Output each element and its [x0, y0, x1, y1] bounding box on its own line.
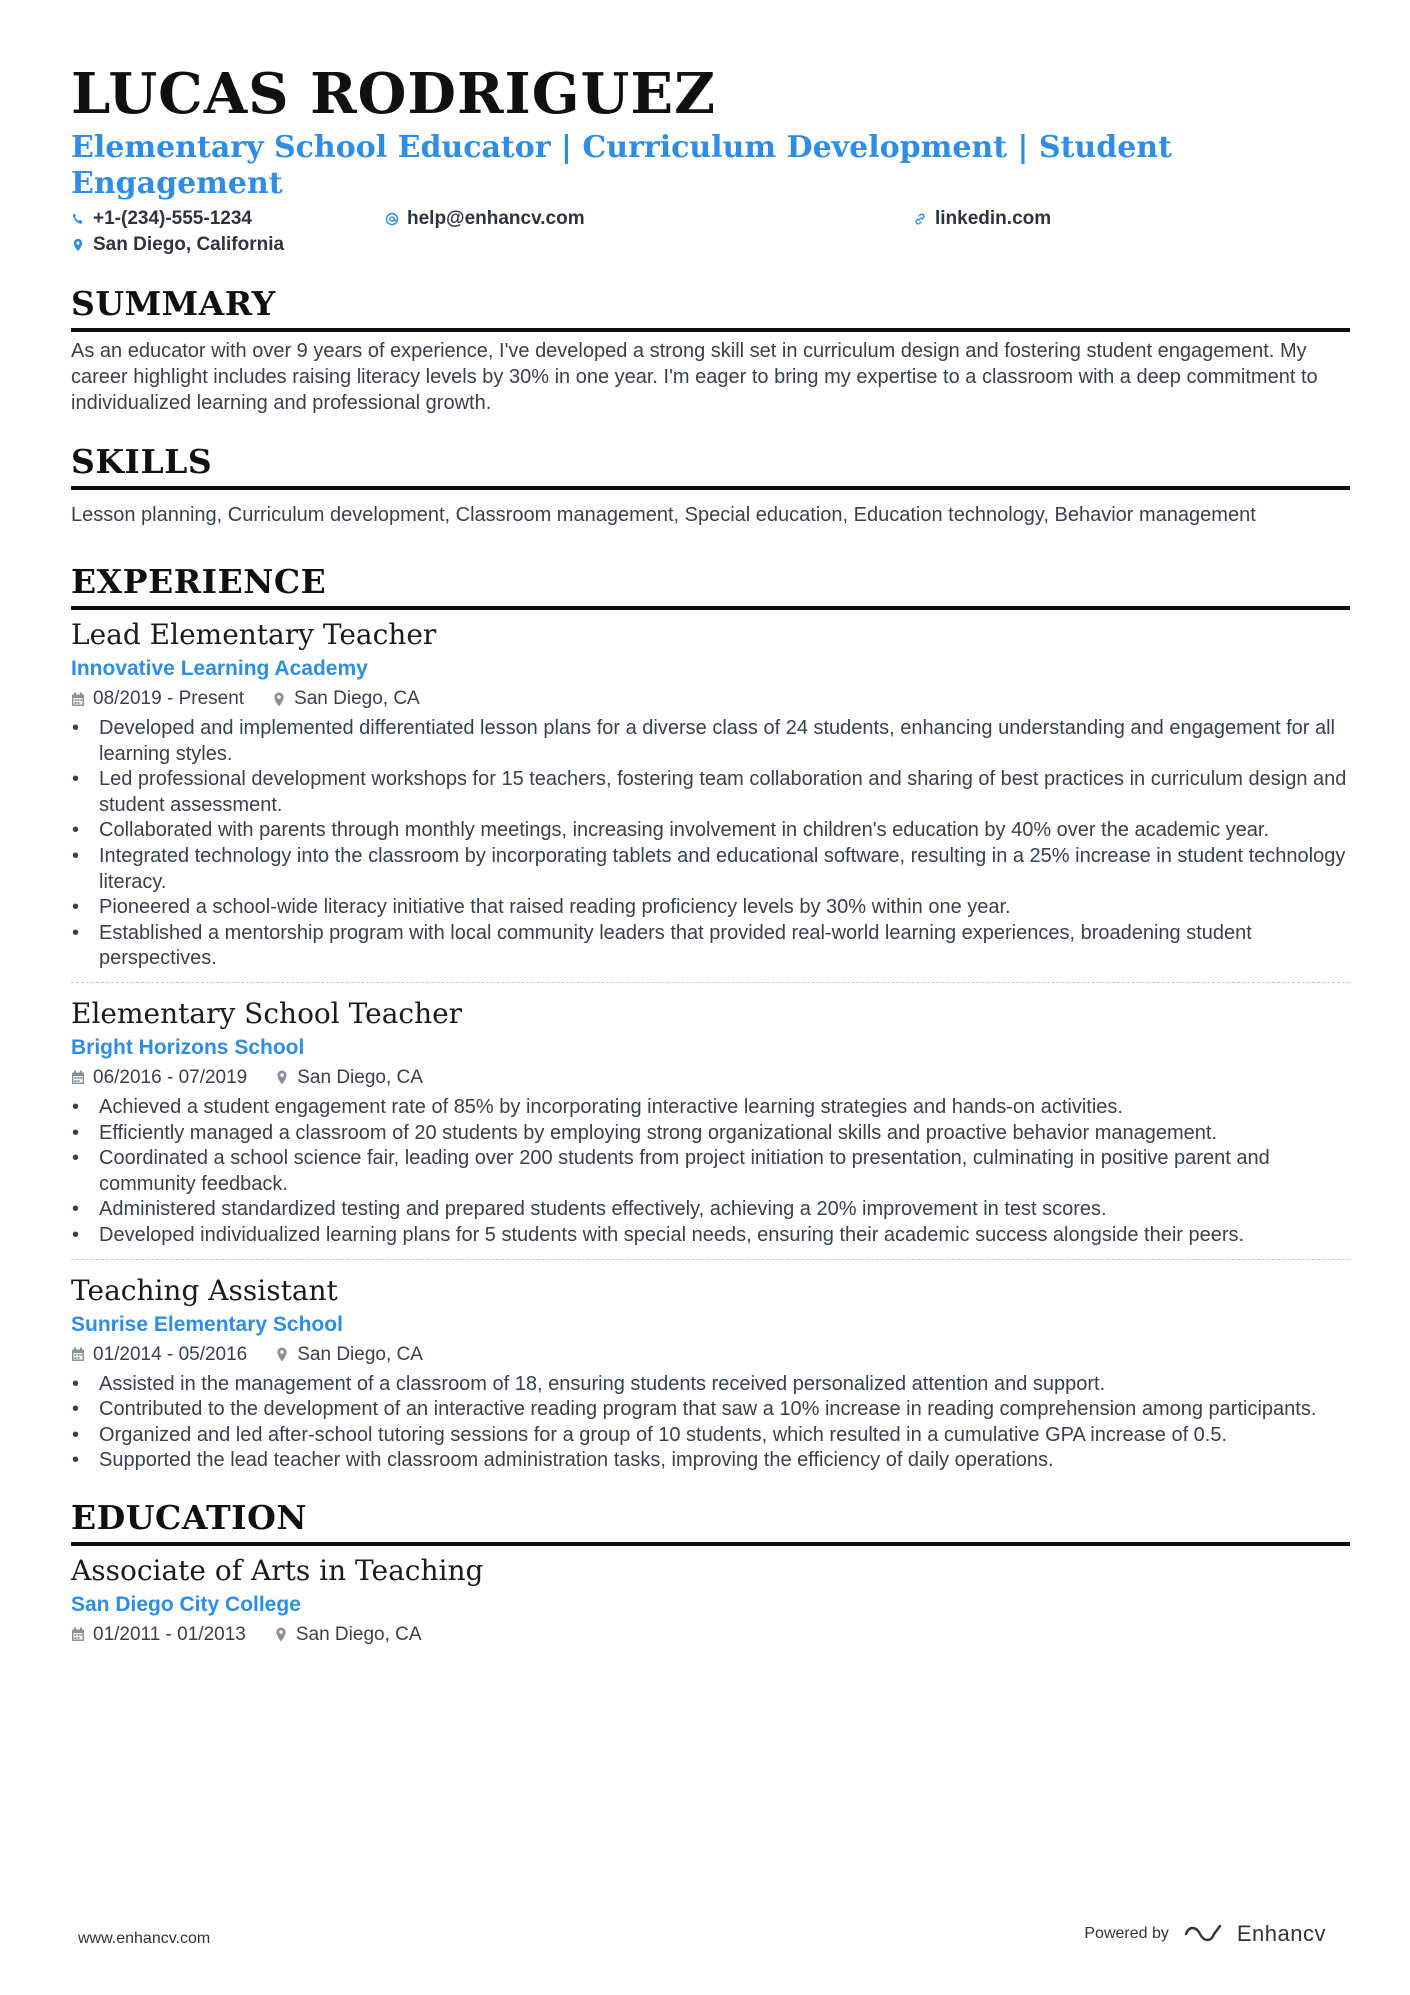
achievement-item — [71, 1423, 1350, 1449]
achievement-item — [71, 1121, 1350, 1147]
phone-icon — [71, 212, 85, 226]
achievement-item — [71, 895, 1350, 921]
skills-text: Lesson planning, Curriculum development, Classroom management, Special education, Education technology, Behavior management — [71, 504, 1256, 526]
achievement-item — [71, 921, 1350, 972]
education-section — [71, 1498, 1350, 1660]
achievement-list — [71, 1372, 1350, 1474]
achievement-item — [71, 1372, 1350, 1398]
achievement-item — [71, 767, 1350, 818]
achievement-item — [71, 1448, 1350, 1474]
summary-text: As an educator with over 9 years of experience, I've developed a strong skill set in curriculum design and fostering student engagement. My career highlight includes raising literacy levels by 30% in one year. I'm eager to bring my expertise to a classroom with a deep commitment to individualized learning and professional growth. — [71, 340, 1318, 414]
location-text: San Diego, California — [93, 234, 285, 255]
job-list — [71, 616, 1350, 1484]
achievement-text: Efficiently managed a classroom of 20 students by employing strong organizational skills and proactive behavior management. — [99, 1121, 1218, 1144]
calendar-icon — [71, 1347, 85, 1362]
link-icon — [913, 212, 927, 226]
bullet-dot: • — [72, 1147, 80, 1170]
bullet-dot: • — [72, 768, 80, 791]
job-title: Elementary School Teacher — [71, 996, 463, 1030]
calendar-icon — [71, 692, 85, 707]
achievement-item — [71, 1146, 1350, 1197]
section-title-education: EDUCATION — [71, 1498, 1350, 1546]
education-list — [71, 1552, 1350, 1660]
brand-logo[interactable] — [1183, 1921, 1326, 1947]
location-text: San Diego, CA — [297, 1343, 423, 1365]
contact-location — [71, 232, 284, 258]
job-entry — [71, 1259, 1350, 1484]
contact-phone[interactable] — [71, 206, 252, 232]
experience-section — [71, 562, 1350, 1484]
entry-meta — [71, 684, 1350, 714]
entry-location — [274, 1620, 422, 1650]
bullet-dot: • — [72, 1398, 80, 1421]
achievement-text: Supported the lead teacher with classroom administration tasks, improving the efficiency of daily operations. — [99, 1449, 1054, 1472]
location-text: San Diego, CA — [294, 688, 420, 709]
achievement-text: Assisted in the management of a classroom of 18, ensuring students received personalized attention and support. — [99, 1372, 1106, 1395]
entry-meta — [71, 1340, 1350, 1370]
job-title: Teaching Assistant — [71, 1273, 338, 1307]
achievement-item — [71, 844, 1350, 895]
achievement-text: Administered standardized testing and prepared students effectively, achieving a 20% improvement in test scores. — [99, 1198, 1107, 1221]
date-range — [71, 1063, 247, 1093]
achievement-text: Integrated technology into the classroom by incorporating tablets and educational software, resulting in a 25% increase in student technology literacy. — [99, 844, 1346, 893]
contact-info — [71, 206, 1350, 262]
achievement-text: Developed and implemented differentiated lesson plans for a diverse class of 24 students, enhancing understanding and engagement for all learning styles. — [99, 717, 1335, 765]
section-title-experience: EXPERIENCE — [71, 562, 1350, 610]
map-pin-icon — [275, 1070, 289, 1085]
calendar-icon — [71, 1627, 85, 1642]
contact-email[interactable] — [385, 206, 585, 232]
achievement-item — [71, 1197, 1350, 1223]
enhancv-logo-icon — [1183, 1922, 1229, 1946]
footer-website[interactable]: www.enhancv.com — [78, 1930, 211, 1947]
date-range — [71, 1340, 247, 1370]
date-text: 01/2014 - 05/2016 — [93, 1343, 248, 1365]
headline: Elementary School Educator | Curriculum Development | Student Engagement — [71, 130, 1172, 201]
location-text: San Diego, CA — [295, 1623, 422, 1645]
achievement-text: Developed individualized learning plans for 5 students with special needs, ensuring their academic success alongside their peers. — [99, 1223, 1245, 1246]
job-entry — [71, 982, 1350, 1259]
map-pin-icon — [274, 1627, 288, 1642]
achievement-item — [71, 1095, 1350, 1121]
education-entry — [71, 1552, 1350, 1660]
date-text: 08/2019 - Present — [93, 688, 245, 709]
entry-location — [272, 684, 420, 714]
school-name: San Diego City College — [71, 1592, 301, 1616]
date-text: 06/2016 - 07/2019 — [93, 1066, 248, 1088]
location-text: San Diego, CA — [297, 1066, 423, 1088]
achievement-item — [71, 1223, 1350, 1249]
footer-branding — [1084, 1921, 1326, 1947]
achievement-item — [71, 818, 1350, 844]
entry-location — [275, 1063, 423, 1093]
section-title-summary: SUMMARY — [71, 284, 1350, 332]
company-name: Bright Horizons School — [71, 1035, 305, 1059]
achievement-text: Established a mentorship program with local community leaders that provided real-world learning experiences, broadening student perspectives. — [99, 921, 1252, 970]
degree-title: Associate of Arts in Teaching — [71, 1553, 484, 1587]
company-name: Sunrise Elementary School — [71, 1312, 343, 1336]
achievement-item — [71, 1397, 1350, 1423]
job-title: Lead Elementary Teacher — [71, 618, 437, 651]
bullet-dot: • — [72, 1372, 80, 1395]
map-pin-icon — [272, 692, 286, 707]
achievement-text: Achieved a student engagement rate of 85% by incorporating interactive learning strategies and hands-on activities. — [99, 1095, 1123, 1118]
bullet-dot: • — [72, 1449, 80, 1472]
email-text: help@enhancv.com — [407, 208, 585, 229]
summary-section — [71, 284, 1350, 416]
linkedin-text: linkedin.com — [935, 208, 1052, 229]
bullet-dot: • — [72, 1223, 80, 1246]
achievement-text: Collaborated with parents through monthly meetings, increasing involvement in children's education by 40% over the academic year. — [99, 819, 1270, 842]
bullet-dot: • — [72, 717, 80, 739]
entry-meta — [71, 1063, 1350, 1093]
achievement-list — [71, 1095, 1350, 1249]
achievement-text: Organized and led after-school tutoring sessions for a group of 10 students, which resulted in a cumulative GPA increase of 0.5. — [99, 1423, 1228, 1446]
bullet-dot: • — [72, 1121, 80, 1144]
phone-text: +1-(234)-555-1234 — [93, 208, 252, 229]
candidate-name: LUCAS RODRIGUEZ — [71, 61, 716, 127]
achievement-text: Pioneered a school-wide literacy initiative that raised reading proficiency levels by 30% within one year. — [99, 896, 1011, 919]
entry-meta — [71, 1620, 1350, 1650]
bullet-dot: • — [72, 819, 80, 842]
map-pin-icon — [71, 238, 85, 252]
bullet-dot: • — [72, 921, 80, 944]
skills-section — [71, 442, 1350, 528]
at-icon — [385, 212, 399, 226]
powered-by-label: Powered by — [1084, 1925, 1169, 1942]
bullet-dot: • — [72, 1423, 80, 1446]
achievement-list — [71, 716, 1350, 972]
date-text: 01/2011 - 01/2013 — [93, 1623, 246, 1645]
date-range — [71, 684, 244, 714]
achievement-text: Coordinated a school science fair, leading over 200 students from project initiation to presentation, culminating in positive parent and community feedback. — [99, 1147, 1270, 1195]
date-range — [71, 1620, 246, 1650]
achievement-text: Contributed to the development of an interactive reading program that saw a 10% increase in reading comprehension among participants. — [99, 1398, 1317, 1421]
bullet-dot: • — [72, 1095, 80, 1118]
resume-page — [71, 60, 1350, 1660]
contact-linkedin[interactable] — [913, 206, 1051, 232]
section-title-skills: SKILLS — [71, 442, 1350, 490]
achievement-text: Led professional development workshops for 15 teachers, fostering team collaboration and sharing of best practices in curriculum design and student assessment. — [99, 768, 1347, 816]
brand-name: Enhancv — [1236, 1921, 1326, 1946]
achievement-item — [71, 716, 1350, 767]
map-pin-icon — [275, 1347, 289, 1362]
bullet-dot: • — [72, 1198, 80, 1221]
bullet-dot: • — [72, 844, 80, 867]
bullet-dot: • — [72, 896, 80, 919]
company-name: Innovative Learning Academy — [71, 657, 368, 680]
calendar-icon — [71, 1070, 85, 1085]
job-entry — [71, 616, 1350, 982]
entry-location — [275, 1340, 423, 1370]
